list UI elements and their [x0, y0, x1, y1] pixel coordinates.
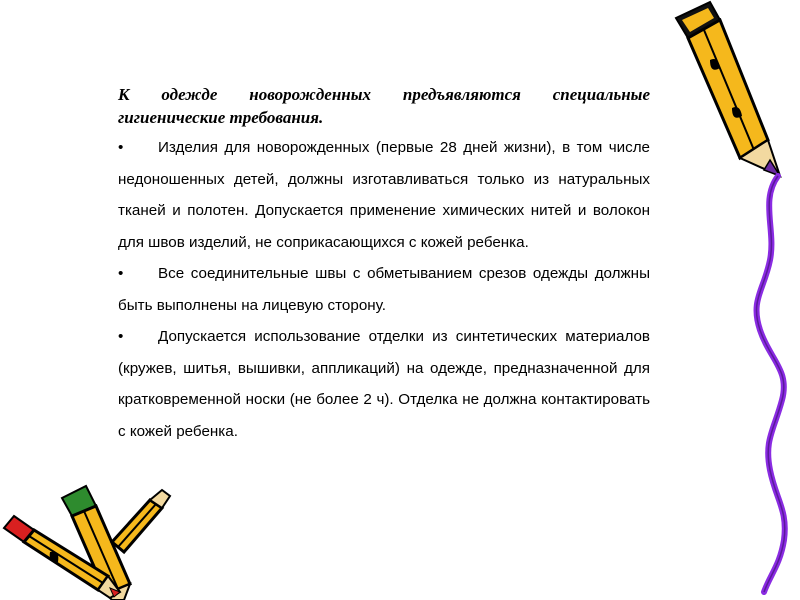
slide-heading: К одежде новорожденных предъявляются специальные гигиенические требования.	[118, 85, 650, 127]
list-item-text: Все соединительные швы с обметыванием срезов одежды должны быть выполнены на лицевую сторону.	[118, 265, 650, 314]
crossed-pencils-clipart	[0, 480, 180, 600]
pencil-icon	[112, 490, 170, 552]
bullet: •	[118, 139, 124, 156]
pencil-with-ribbon-clipart	[660, 0, 800, 600]
pencil-icon	[676, 2, 780, 176]
list-item	[118, 258, 650, 321]
bullet: •	[118, 328, 124, 345]
bullet: •	[118, 265, 124, 282]
list-item	[118, 132, 650, 258]
list-item	[118, 321, 650, 447]
list-item-text: Допускается использование отделки из синтетических материалов (кружев, шитья, вышивки, аппликаций) на одежде, предназначенной для кратковременной носки (не более 2 ч). Отделка не должна контактировать с кожей ребенка.	[118, 328, 650, 440]
slide-text	[118, 83, 650, 447]
list-item-text: Изделия для новорожденных (первые 28 дней жизни), в том числе недоношенных детей, должны изготавливаться только из натуральных тканей и полотен. Допускается применение химических нитей и волокон для швов изделий, не соприкасающихся с кожей ребенка.	[118, 139, 650, 251]
